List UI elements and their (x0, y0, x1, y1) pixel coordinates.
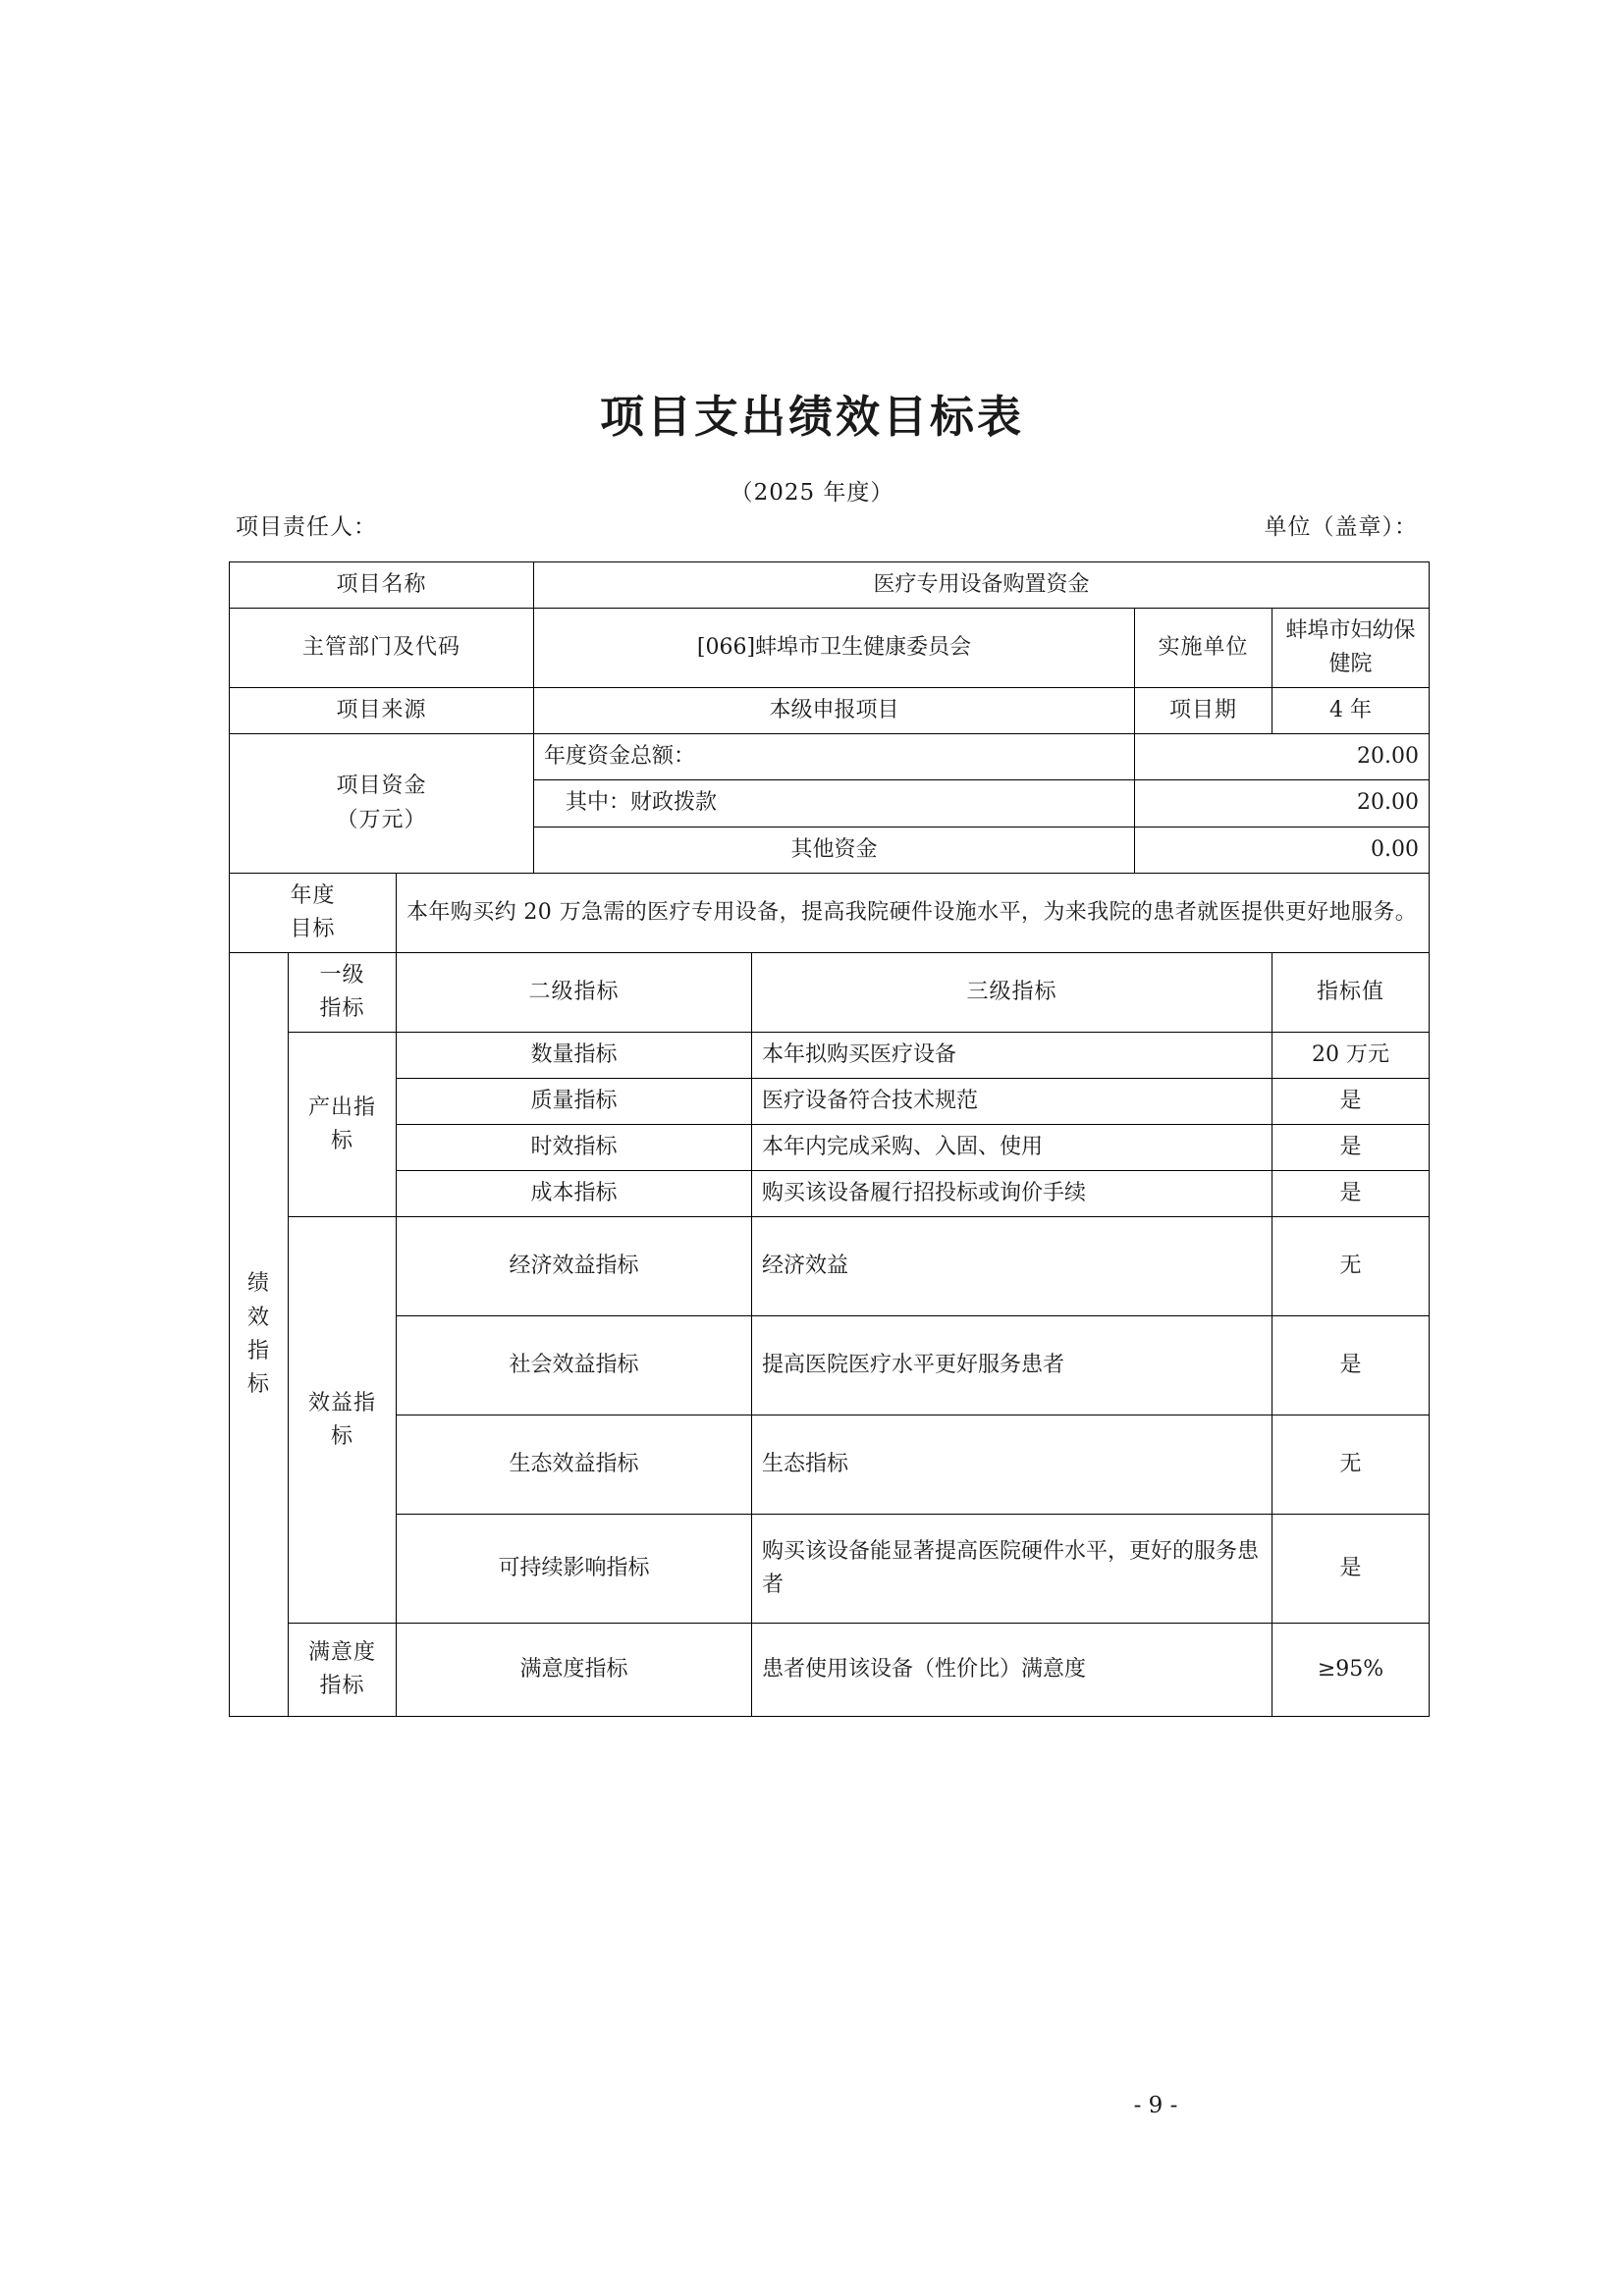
group-0-row-0-level3: 本年拟购买医疗设备 (752, 1033, 1272, 1079)
department-label: 主管部门及代码 (230, 609, 534, 688)
group-1-row-0-level3: 经济效益 (752, 1217, 1272, 1316)
group-2-label-line2: 指标 (319, 1674, 365, 1699)
group-0-row-0-level2: 数量指标 (397, 1033, 752, 1079)
header-level1 (289, 952, 397, 1032)
group-1-row-0-value: 无 (1272, 1217, 1430, 1316)
table-row-project-source (230, 688, 1430, 734)
group-1-row-3-level3: 购买该设备能显著提高医院硬件水平，更好的服务患者 (752, 1515, 1272, 1624)
page-number: - 9 - (1133, 2093, 1178, 2118)
table-row-indicator (230, 1079, 1430, 1125)
group-0-row-3-level2: 成本指标 (397, 1171, 752, 1217)
group-1-label (289, 1217, 397, 1624)
group-1-row-3-level2: 可持续影响指标 (397, 1515, 752, 1624)
annual-target-text: 本年购买约 20 万急需的医疗专用设备，提高我院硬件设施水平，为来我院的患者就医提供更好地服务。 (397, 873, 1430, 952)
annual-target-label-line2: 目标 (290, 916, 336, 941)
group-0-row-0-value: 20 万元 (1272, 1033, 1430, 1079)
funds-row-2-value: 0.00 (1135, 827, 1430, 873)
project-period-label: 项目期 (1135, 688, 1272, 734)
group-2-label-line1: 满意度 (307, 1640, 376, 1666)
table-row-indicator (230, 1515, 1430, 1624)
group-0-row-1-value: 是 (1272, 1079, 1430, 1125)
header-value: 指标值 (1272, 952, 1430, 1032)
group-0-row-1-level3: 医疗设备符合技术规范 (752, 1079, 1272, 1125)
meta-row (236, 508, 1424, 548)
group-0-label-line2: 标 (330, 1128, 353, 1153)
funds-label (230, 734, 534, 873)
group-0-row-3-level3: 购买该设备履行招投标或询价手续 (752, 1171, 1272, 1217)
performance-root-char-0: 绩 (246, 1271, 270, 1297)
project-source-label: 项目来源 (230, 688, 534, 734)
department-value: [066]蚌埠市卫生健康委员会 (534, 609, 1135, 688)
group-1-label-line1: 效益指 (307, 1390, 376, 1415)
performance-target-table (229, 561, 1430, 1717)
group-2-row-0-value: ≥95% (1272, 1624, 1430, 1717)
table-row-indicator (230, 1217, 1430, 1316)
group-2-label (289, 1624, 397, 1717)
annual-target-label (230, 873, 397, 952)
project-period-value: 4 年 (1272, 688, 1430, 734)
performance-root-char-1: 效 (246, 1305, 270, 1330)
group-0-label (289, 1033, 397, 1217)
group-1-row-1-level3: 提高医院医疗水平更好服务患者 (752, 1316, 1272, 1415)
header-level2: 二级指标 (397, 952, 752, 1032)
group-1-row-3-value: 是 (1272, 1515, 1430, 1624)
unit-seal-label: 单位（盖章）： (1264, 514, 1418, 540)
table-row-performance-header (230, 952, 1430, 1032)
funds-row-1-value: 20.00 (1135, 780, 1430, 827)
responsible-person-label: 项目责任人： (236, 514, 377, 540)
table-row-department (230, 609, 1430, 688)
performance-root-char-2: 指 (246, 1338, 270, 1363)
implementing-unit-value: 蚌埠市妇幼保健院 (1272, 609, 1430, 688)
project-name-value: 医疗专用设备购置资金 (534, 562, 1430, 609)
group-1-row-2-level3: 生态指标 (752, 1415, 1272, 1515)
table-row-indicator (230, 1415, 1430, 1515)
table-row-indicator (230, 1624, 1430, 1717)
group-0-label-line1: 产出指 (307, 1095, 376, 1120)
funds-row-0-label: 年度资金总额： (534, 734, 1135, 780)
funds-label-line2: （万元） (336, 807, 427, 832)
project-source-value: 本级申报项目 (534, 688, 1135, 734)
funds-label-line1: 项目资金 (336, 774, 427, 799)
implementing-unit-label: 实施单位 (1135, 609, 1272, 688)
table-row-indicator (230, 1033, 1430, 1079)
header-level3: 三级指标 (752, 952, 1272, 1032)
group-0-row-2-level3: 本年内完成采购、入固、使用 (752, 1125, 1272, 1171)
group-2-row-0-level2: 满意度指标 (397, 1624, 752, 1717)
group-1-row-2-value: 无 (1272, 1415, 1430, 1515)
table-row-funds-total (230, 734, 1430, 780)
project-name-label: 项目名称 (230, 562, 534, 609)
funds-row-1-label: 其中：财政拨款 (534, 780, 1135, 827)
group-1-row-2-level2: 生态效益指标 (397, 1415, 752, 1515)
funds-row-0-value: 20.00 (1135, 734, 1430, 780)
header-level1-line1: 一级 (319, 962, 365, 988)
header-level1-line2: 指标 (319, 995, 365, 1021)
group-1-row-1-level2: 社会效益指标 (397, 1316, 752, 1415)
performance-root-char-3: 标 (246, 1371, 270, 1397)
group-1-row-0-level2: 经济效益指标 (397, 1217, 752, 1316)
table-row-indicator (230, 1316, 1430, 1415)
group-0-row-1-level2: 质量指标 (397, 1079, 752, 1125)
annual-target-label-line1: 年度 (290, 882, 336, 908)
table-row-indicator (230, 1171, 1430, 1217)
page-title: 项目支出绩效目标表 (599, 391, 1024, 443)
group-2-row-0-level3: 患者使用该设备（性价比）满意度 (752, 1624, 1272, 1717)
table-row-project-name (230, 562, 1430, 609)
page-subtitle: （2025 年度） (730, 480, 894, 506)
table-row-indicator (230, 1125, 1430, 1171)
performance-root-label (230, 952, 289, 1717)
group-1-row-1-value: 是 (1272, 1316, 1430, 1415)
table-row-annual-target (230, 873, 1430, 952)
group-0-row-3-value: 是 (1272, 1171, 1430, 1217)
funds-row-2-label: 其他资金 (534, 827, 1135, 873)
group-0-row-2-value: 是 (1272, 1125, 1430, 1171)
group-0-row-2-level2: 时效指标 (397, 1125, 752, 1171)
group-1-label-line2: 标 (330, 1423, 353, 1449)
